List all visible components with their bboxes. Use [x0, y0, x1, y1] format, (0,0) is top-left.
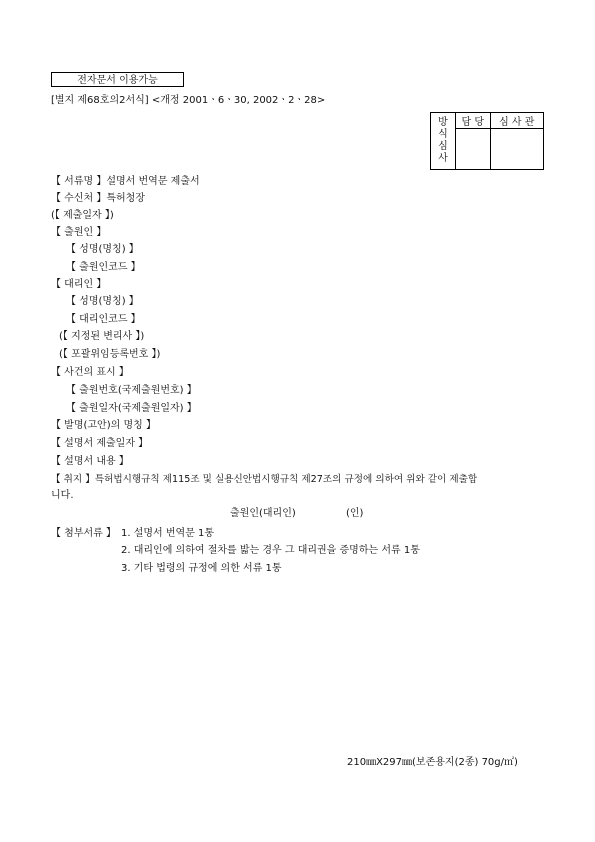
electronic-document-label: 전자문서 이용가능 [51, 72, 184, 87]
attachments-label: 【 첨부서류 】 [51, 528, 116, 539]
field-description-submit-date: 【 설명서 제출일자 】 [51, 438, 149, 449]
field-application-date: 【 출원일자(국제출원일자) 】 [66, 403, 197, 414]
field-applicant: 【 출원인 】 [51, 227, 107, 238]
approval-col-examiner: 심 사 관 [490, 113, 543, 129]
approval-box [430, 112, 544, 170]
approval-side-char: 식 [438, 129, 448, 140]
seal-mark: (인) [346, 508, 364, 519]
field-applicant-code: 【 출원인코드 】 [66, 262, 141, 273]
purpose-statement-line1: 【 취지 】특허법시행규칙 제115조 및 실용신안법시행규칙 제27조의 규정에 의하여 위와 같이 제출합 [51, 474, 478, 485]
field-agent-name: 【 성명(명칭) 】 [66, 296, 139, 307]
approval-cell-examiner [490, 129, 543, 170]
form-reference: [별지 제68호의2서식] <개정 2001ㆍ6ㆍ30, 2002ㆍ2ㆍ28> [51, 95, 326, 106]
field-poa-number: (【 포괄위임등록번호 】) [59, 349, 161, 360]
field-recipient: 【 수신처 】특허청장 [51, 193, 145, 204]
field-submit-date: (【 제출일자 】) [51, 210, 114, 221]
approval-side-label [431, 113, 456, 170]
field-designated-attorney: (【 지정된 변리사 】) [59, 331, 145, 342]
attachment-item: 2. 대리인에 의하여 절차를 밟는 경우 그 대리권을 증명하는 서류 1통 [121, 545, 420, 556]
field-application-number: 【 출원번호(국제출원번호) 】 [66, 385, 197, 396]
field-agent-code: 【 대리인코드 】 [66, 314, 141, 325]
field-doc-name: 【 서류명 】설명서 번역문 제출서 [51, 176, 200, 187]
field-invention-title: 【 발명(고안)의 명칭 】 [51, 420, 156, 431]
approval-cell-staff [456, 129, 491, 170]
field-applicant-name: 【 성명(명칭) 】 [66, 244, 139, 255]
approval-side-char: 심 [438, 141, 448, 152]
field-agent: 【 대리인 】 [51, 279, 107, 290]
attachment-item: 1. 설명서 번역문 1통 [121, 528, 215, 539]
approval-side-char: 방 [438, 117, 448, 128]
purpose-statement-line2: 니다. [51, 490, 74, 501]
approval-col-staff: 담 당 [456, 113, 491, 129]
attachment-item: 3. 기타 법령의 규정에 의한 서류 1통 [121, 563, 282, 574]
paper-spec: 210㎜X297㎜(보존용지(2종) 70g/㎡) [347, 757, 518, 768]
signature-label: 출원인(대리인) [230, 508, 296, 519]
approval-side-char: 사 [438, 153, 448, 164]
field-description-content: 【 설명서 내용 】 [51, 456, 129, 467]
field-case-display: 【 사건의 표시 】 [51, 367, 129, 378]
